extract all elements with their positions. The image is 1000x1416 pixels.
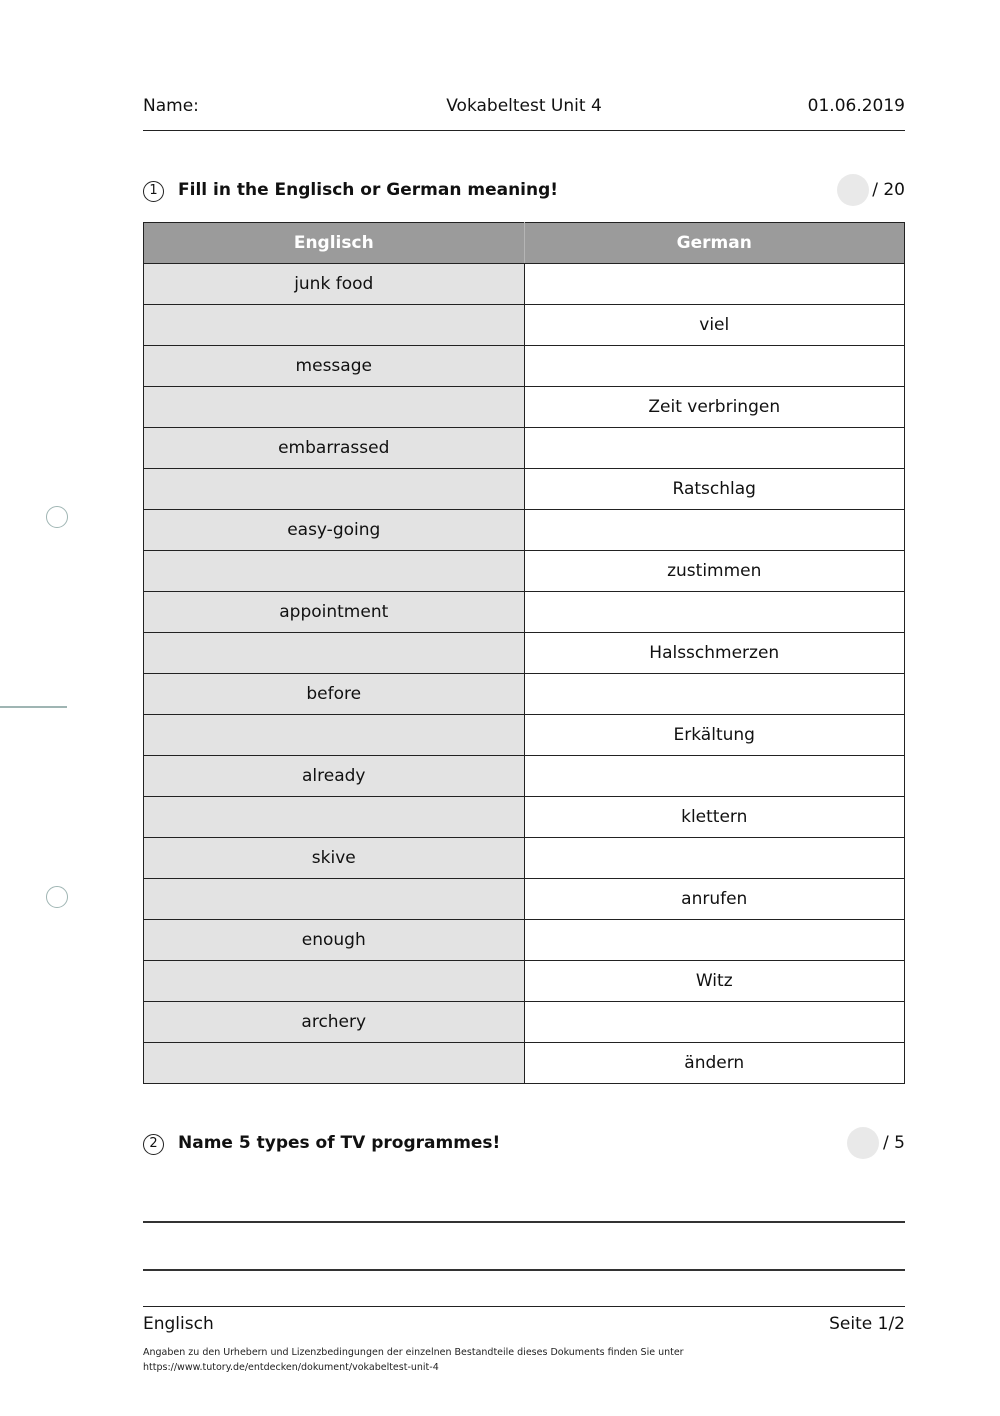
- table-row: [144, 592, 905, 633]
- german-cell[interactable]: [524, 756, 905, 797]
- german-cell[interactable]: [524, 838, 905, 879]
- german-cell: Halsschmerzen: [524, 633, 905, 674]
- task-score: / 5: [883, 1133, 905, 1153]
- english-cell: enough: [144, 920, 525, 961]
- table-row: [144, 428, 905, 469]
- german-cell[interactable]: [524, 1002, 905, 1043]
- english-cell[interactable]: [144, 1043, 525, 1084]
- german-cell[interactable]: [524, 510, 905, 551]
- vocabulary-table: [143, 222, 905, 1084]
- german-cell: Ratschlag: [524, 469, 905, 510]
- table-row: [144, 469, 905, 510]
- german-cell[interactable]: [524, 674, 905, 715]
- score-bubble: [837, 174, 869, 206]
- german-cell: klettern: [524, 797, 905, 838]
- column-header-german: German: [524, 223, 905, 264]
- document-title: Vokabeltest Unit 4: [446, 96, 602, 116]
- german-cell: Zeit verbringen: [524, 387, 905, 428]
- german-cell: Witz: [524, 961, 905, 1002]
- table-row: [144, 797, 905, 838]
- english-cell: already: [144, 756, 525, 797]
- table-row: [144, 756, 905, 797]
- table-row: [144, 387, 905, 428]
- table-row: [144, 961, 905, 1002]
- german-cell[interactable]: [524, 264, 905, 305]
- score-bubble: [847, 1127, 879, 1159]
- document-date: 01.06.2019: [807, 96, 905, 116]
- table-row: [144, 715, 905, 756]
- task-score: / 20: [872, 180, 905, 200]
- punch-hole-mark-top: [46, 506, 68, 528]
- german-cell: ändern: [524, 1043, 905, 1084]
- footer-subject: Englisch: [143, 1314, 214, 1334]
- english-cell: junk food: [144, 264, 525, 305]
- english-cell: appointment: [144, 592, 525, 633]
- german-cell: anrufen: [524, 879, 905, 920]
- table-row: [144, 920, 905, 961]
- task-2-header: [143, 1133, 905, 1159]
- english-cell[interactable]: [144, 551, 525, 592]
- english-cell[interactable]: [144, 961, 525, 1002]
- license-note-url: https://www.tutory.de/entdecken/dokument/vokabeltest-unit-4: [143, 1362, 439, 1373]
- german-cell[interactable]: [524, 428, 905, 469]
- german-cell[interactable]: [524, 592, 905, 633]
- footer-page-number: Seite 1/2: [829, 1314, 905, 1334]
- table-row: [144, 838, 905, 879]
- english-cell: easy-going: [144, 510, 525, 551]
- task-heading: Fill in the Englisch or German meaning!: [178, 180, 559, 200]
- english-cell: message: [144, 346, 525, 387]
- table-row: [144, 305, 905, 346]
- english-cell[interactable]: [144, 469, 525, 510]
- german-cell: zustimmen: [524, 551, 905, 592]
- table-body: [144, 264, 905, 1084]
- page-header: [143, 93, 905, 131]
- task-1-header: [143, 180, 905, 206]
- license-note-text: Angaben zu den Urhebern und Lizenzbedingungen der einzelnen Bestandteile dieses Dokuments finden Sie unter: [143, 1347, 684, 1358]
- table-row: [144, 1043, 905, 1084]
- footer-license-note: [143, 1345, 905, 1375]
- english-cell[interactable]: [144, 879, 525, 920]
- table-row: [144, 879, 905, 920]
- german-cell: viel: [524, 305, 905, 346]
- german-cell: Erkältung: [524, 715, 905, 756]
- table-header-row: [144, 223, 905, 264]
- task-number-badge: 1: [143, 181, 164, 202]
- punch-hole-mark-bottom: [46, 886, 68, 908]
- english-cell[interactable]: [144, 305, 525, 346]
- german-cell[interactable]: [524, 920, 905, 961]
- table-row: [144, 551, 905, 592]
- table-row: [144, 264, 905, 305]
- name-label: Name:: [143, 96, 199, 116]
- table-row: [144, 633, 905, 674]
- english-cell[interactable]: [144, 797, 525, 838]
- table-row: [144, 1002, 905, 1043]
- table-row: [144, 674, 905, 715]
- english-cell: embarrassed: [144, 428, 525, 469]
- task-number-badge: 2: [143, 1134, 164, 1155]
- english-cell[interactable]: [144, 633, 525, 674]
- page-footer: [143, 1306, 905, 1373]
- german-cell[interactable]: [524, 346, 905, 387]
- english-cell[interactable]: [144, 715, 525, 756]
- answer-line[interactable]: [143, 1269, 905, 1271]
- answer-line[interactable]: [143, 1221, 905, 1223]
- english-cell: before: [144, 674, 525, 715]
- english-cell: archery: [144, 1002, 525, 1043]
- task-heading: Name 5 types of TV programmes!: [178, 1133, 501, 1153]
- table-row: [144, 346, 905, 387]
- english-cell: skive: [144, 838, 525, 879]
- english-cell[interactable]: [144, 387, 525, 428]
- fold-mark: [0, 706, 67, 708]
- column-header-english: Englisch: [144, 223, 525, 264]
- table-row: [144, 510, 905, 551]
